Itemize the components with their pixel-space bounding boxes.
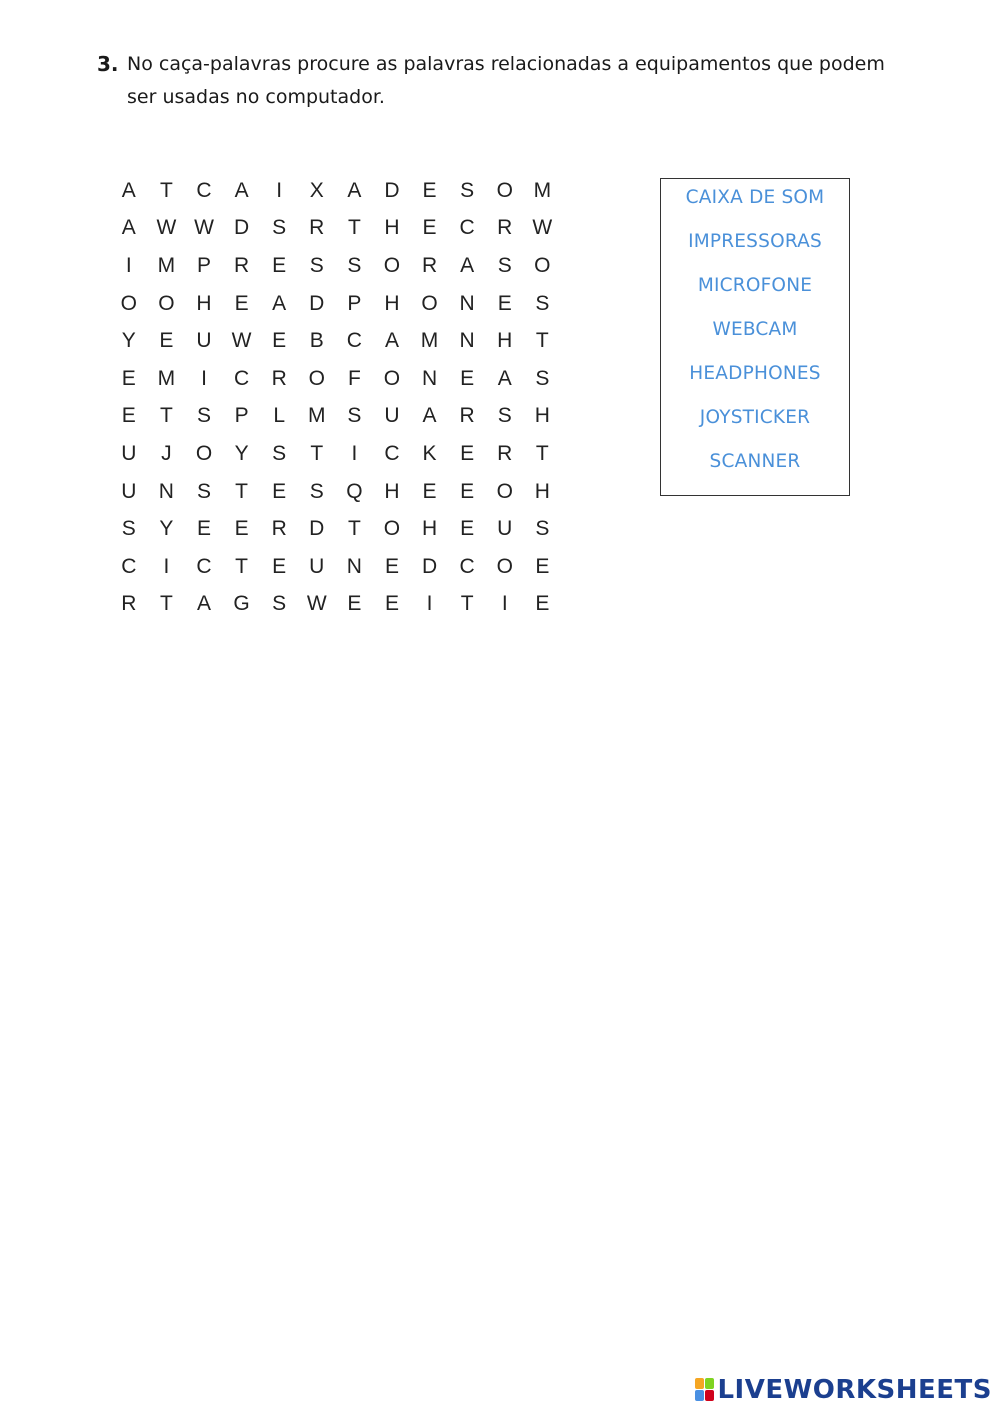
grid-letter[interactable]: S bbox=[497, 404, 512, 428]
grid-letter[interactable]: E bbox=[460, 479, 475, 503]
grid-letter[interactable]: I bbox=[426, 592, 433, 616]
grid-letter[interactable]: R bbox=[497, 441, 513, 465]
grid-letter[interactable]: E bbox=[460, 366, 475, 390]
grid-letter[interactable]: R bbox=[309, 216, 325, 240]
grid-letter[interactable]: C bbox=[121, 554, 137, 578]
grid-letter[interactable]: R bbox=[233, 253, 250, 277]
grid-letter[interactable]: T bbox=[535, 329, 549, 353]
grid-letter[interactable]: G bbox=[233, 592, 250, 616]
grid-letter[interactable]: P bbox=[196, 253, 211, 277]
liveworksheets-logo bbox=[695, 1375, 992, 1405]
grid-letter[interactable]: E bbox=[460, 441, 475, 465]
grid-letter[interactable]: E bbox=[159, 329, 174, 353]
grid-letter[interactable]: S bbox=[347, 404, 362, 428]
logo-text: LIVEWORKSHEETS bbox=[717, 1375, 992, 1405]
grid-letter[interactable]: U bbox=[384, 404, 400, 428]
grid-letter[interactable]: A bbox=[234, 178, 249, 202]
grid-letter[interactable]: U bbox=[309, 554, 325, 578]
grid-letter[interactable]: O bbox=[496, 178, 513, 202]
grid-letter[interactable]: E bbox=[272, 554, 287, 578]
grid-letter[interactable]: R bbox=[121, 592, 137, 616]
grid-letter[interactable]: M bbox=[420, 329, 439, 353]
grid-letter[interactable]: E bbox=[384, 554, 399, 578]
grid-letter[interactable]: M bbox=[157, 253, 176, 277]
grid-letter[interactable]: Y bbox=[159, 517, 174, 541]
grid-letter[interactable]: W bbox=[231, 329, 252, 353]
grid-letter[interactable]: I bbox=[351, 441, 358, 465]
grid-letter[interactable]: T bbox=[347, 517, 361, 541]
word-search-grid[interactable] bbox=[110, 172, 561, 623]
grid-letter[interactable]: R bbox=[459, 404, 475, 428]
grid-letter[interactable]: R bbox=[271, 366, 287, 390]
grid-letter[interactable]: E bbox=[234, 291, 249, 315]
grid-letter[interactable]: T bbox=[159, 404, 173, 428]
grid-letter[interactable]: A bbox=[460, 253, 475, 277]
grid-letter[interactable]: W bbox=[306, 592, 327, 616]
grid-letter[interactable]: T bbox=[235, 479, 248, 503]
grid-letter[interactable]: S bbox=[121, 517, 136, 541]
grid-letter[interactable]: E bbox=[460, 517, 475, 541]
grid-letter[interactable]: A bbox=[196, 592, 211, 616]
grid-letter[interactable]: N bbox=[346, 554, 362, 578]
word-list-item: WEBCAM bbox=[712, 319, 798, 340]
grid-letter[interactable]: S bbox=[272, 441, 287, 465]
grid-letter[interactable]: T bbox=[159, 592, 173, 616]
grid-letter[interactable]: T bbox=[310, 441, 324, 465]
grid-letter[interactable]: D bbox=[421, 554, 438, 578]
grid-letter[interactable]: A bbox=[272, 291, 287, 315]
grid-letter[interactable]: S bbox=[196, 404, 211, 428]
grid-letter[interactable]: S bbox=[535, 366, 550, 390]
word-list-item: CAIXA DE SOM bbox=[685, 187, 825, 208]
grid-letter[interactable]: E bbox=[121, 366, 136, 390]
grid-letter[interactable]: S bbox=[347, 253, 362, 277]
grid-letter[interactable]: S bbox=[196, 479, 211, 503]
grid-letter[interactable]: A bbox=[347, 178, 362, 202]
grid-letter[interactable]: S bbox=[460, 178, 475, 202]
grid-letter[interactable]: A bbox=[422, 404, 437, 428]
grid-letter[interactable]: M bbox=[157, 366, 176, 390]
word-list-item: SCANNER bbox=[709, 451, 801, 472]
grid-letter[interactable]: E bbox=[384, 592, 399, 616]
grid-letter[interactable]: E bbox=[422, 178, 437, 202]
question-number: 3. bbox=[97, 52, 119, 76]
grid-letter[interactable]: R bbox=[271, 517, 287, 541]
grid-letter[interactable]: H bbox=[497, 329, 513, 353]
grid-letter[interactable]: O bbox=[195, 441, 213, 465]
grid-letter[interactable]: W bbox=[532, 216, 553, 240]
grid-letter[interactable]: B bbox=[309, 329, 324, 353]
grid-letter[interactable]: H bbox=[384, 216, 400, 240]
grid-letter[interactable]: O bbox=[158, 291, 175, 315]
grid-letter[interactable]: H bbox=[421, 517, 438, 541]
grid-letter[interactable]: T bbox=[347, 216, 361, 240]
grid-letter[interactable]: S bbox=[497, 253, 512, 277]
grid-letter[interactable]: A bbox=[121, 216, 136, 240]
grid-letter[interactable]: S bbox=[309, 479, 324, 503]
grid-letter[interactable]: T bbox=[159, 178, 173, 202]
word-list-item: IMPRESSORAS bbox=[688, 231, 822, 252]
grid-letter[interactable]: C bbox=[196, 554, 212, 578]
grid-letter[interactable]: E bbox=[196, 517, 211, 541]
grid-letter[interactable]: T bbox=[235, 554, 248, 578]
grid-letter[interactable]: T bbox=[535, 441, 549, 465]
grid-letter[interactable]: O bbox=[383, 366, 401, 390]
grid-letter[interactable]: S bbox=[309, 253, 324, 277]
grid-letter[interactable]: I bbox=[125, 253, 132, 277]
grid-letter[interactable]: W bbox=[194, 216, 214, 240]
grid-letter[interactable]: I bbox=[276, 178, 283, 202]
grid-letter[interactable]: H bbox=[384, 291, 400, 315]
grid-letter[interactable]: N bbox=[459, 291, 475, 315]
grid-letter[interactable]: J bbox=[161, 441, 172, 465]
grid-letter[interactable]: F bbox=[347, 366, 361, 390]
word-list-box bbox=[660, 178, 850, 496]
grid-letter[interactable]: O bbox=[383, 517, 401, 541]
grid-letter[interactable]: H bbox=[534, 404, 550, 428]
grid-letter[interactable]: S bbox=[535, 291, 550, 315]
grid-letter[interactable]: H bbox=[534, 479, 550, 503]
grid-letter[interactable]: T bbox=[460, 592, 474, 616]
grid-letter[interactable]: D bbox=[309, 517, 325, 541]
grid-letter[interactable]: E bbox=[497, 291, 512, 315]
grid-letter[interactable]: U bbox=[196, 329, 212, 353]
grid-letter[interactable]: N bbox=[158, 479, 174, 503]
grid-letter[interactable]: N bbox=[459, 329, 475, 353]
grid-letter[interactable]: S bbox=[272, 216, 287, 240]
grid-letter[interactable]: C bbox=[346, 329, 362, 353]
grid-letter[interactable]: E bbox=[422, 479, 437, 503]
grid-letter[interactable]: U bbox=[121, 479, 137, 503]
grid-letter[interactable]: H bbox=[196, 291, 212, 315]
grid-letter[interactable]: P bbox=[347, 291, 362, 315]
grid-letter[interactable]: E bbox=[535, 554, 550, 578]
grid-letter[interactable]: R bbox=[421, 253, 438, 277]
grid-letter[interactable]: O bbox=[496, 479, 513, 503]
grid-letter[interactable]: E bbox=[272, 253, 287, 277]
grid-letter[interactable]: X bbox=[309, 178, 324, 202]
grid-letter[interactable]: E bbox=[272, 479, 287, 503]
word-list-item: JOYSTICKER bbox=[699, 407, 811, 428]
grid-letter[interactable]: U bbox=[121, 441, 137, 465]
grid-letter[interactable]: W bbox=[156, 216, 177, 240]
grid-letter[interactable]: D bbox=[309, 291, 325, 315]
grid-letter[interactable]: E bbox=[234, 517, 249, 541]
grid-letter[interactable]: A bbox=[497, 366, 512, 390]
grid-letter[interactable]: P bbox=[234, 404, 249, 428]
grid-letter[interactable]: E bbox=[121, 404, 136, 428]
grid-letter[interactable]: E bbox=[347, 592, 362, 616]
grid-letter[interactable]: O bbox=[383, 253, 401, 277]
grid-letter[interactable]: K bbox=[422, 441, 437, 465]
grid-letter[interactable]: O bbox=[496, 554, 513, 578]
grid-letter[interactable]: L bbox=[273, 404, 286, 428]
grid-letter[interactable]: O bbox=[534, 253, 551, 277]
word-list-item: HEADPHONES bbox=[689, 363, 821, 384]
grid-letter[interactable]: O bbox=[421, 291, 438, 315]
grid-letter[interactable]: A bbox=[384, 329, 399, 353]
grid-letter[interactable]: U bbox=[497, 517, 513, 541]
grid-letter[interactable]: Q bbox=[346, 479, 363, 503]
grid-letter[interactable]: O bbox=[308, 366, 325, 390]
grid-letter[interactable]: H bbox=[384, 479, 400, 503]
grid-letter[interactable]: C bbox=[233, 366, 250, 390]
grid-letter[interactable]: S bbox=[535, 517, 550, 541]
word-list-item: MICROFONE bbox=[697, 275, 813, 296]
grid-letter[interactable]: S bbox=[272, 592, 287, 616]
grid-letter[interactable]: M bbox=[308, 404, 326, 428]
grid-letter[interactable]: I bbox=[201, 366, 207, 390]
liveworksheets-logo-icon bbox=[695, 1378, 715, 1402]
grid-letter[interactable]: R bbox=[497, 216, 513, 240]
grid-letter[interactable]: Y bbox=[121, 329, 136, 353]
grid-letter[interactable]: D bbox=[384, 178, 400, 202]
grid-letter[interactable]: C bbox=[196, 178, 212, 202]
grid-letter[interactable]: Y bbox=[234, 441, 249, 465]
grid-letter[interactable]: D bbox=[233, 216, 250, 240]
grid-letter[interactable]: E bbox=[535, 592, 550, 616]
grid-letter[interactable]: C bbox=[459, 216, 475, 240]
grid-letter[interactable]: O bbox=[120, 291, 137, 315]
grid-letter[interactable]: E bbox=[272, 329, 287, 353]
grid-letter[interactable]: C bbox=[384, 441, 400, 465]
instruction-text: No caça-palavras procure as palavras relacionadas a equipamentos que podem ser usadas no computador. bbox=[127, 53, 885, 108]
grid-letter[interactable]: A bbox=[121, 178, 136, 202]
grid-letter[interactable]: C bbox=[459, 554, 475, 578]
grid-letter[interactable]: N bbox=[421, 366, 438, 390]
grid-letter[interactable]: E bbox=[422, 216, 437, 240]
instruction bbox=[97, 48, 917, 114]
grid-letter[interactable]: M bbox=[533, 178, 552, 202]
grid-letter[interactable]: I bbox=[501, 592, 508, 616]
grid-letter[interactable]: I bbox=[163, 554, 170, 578]
